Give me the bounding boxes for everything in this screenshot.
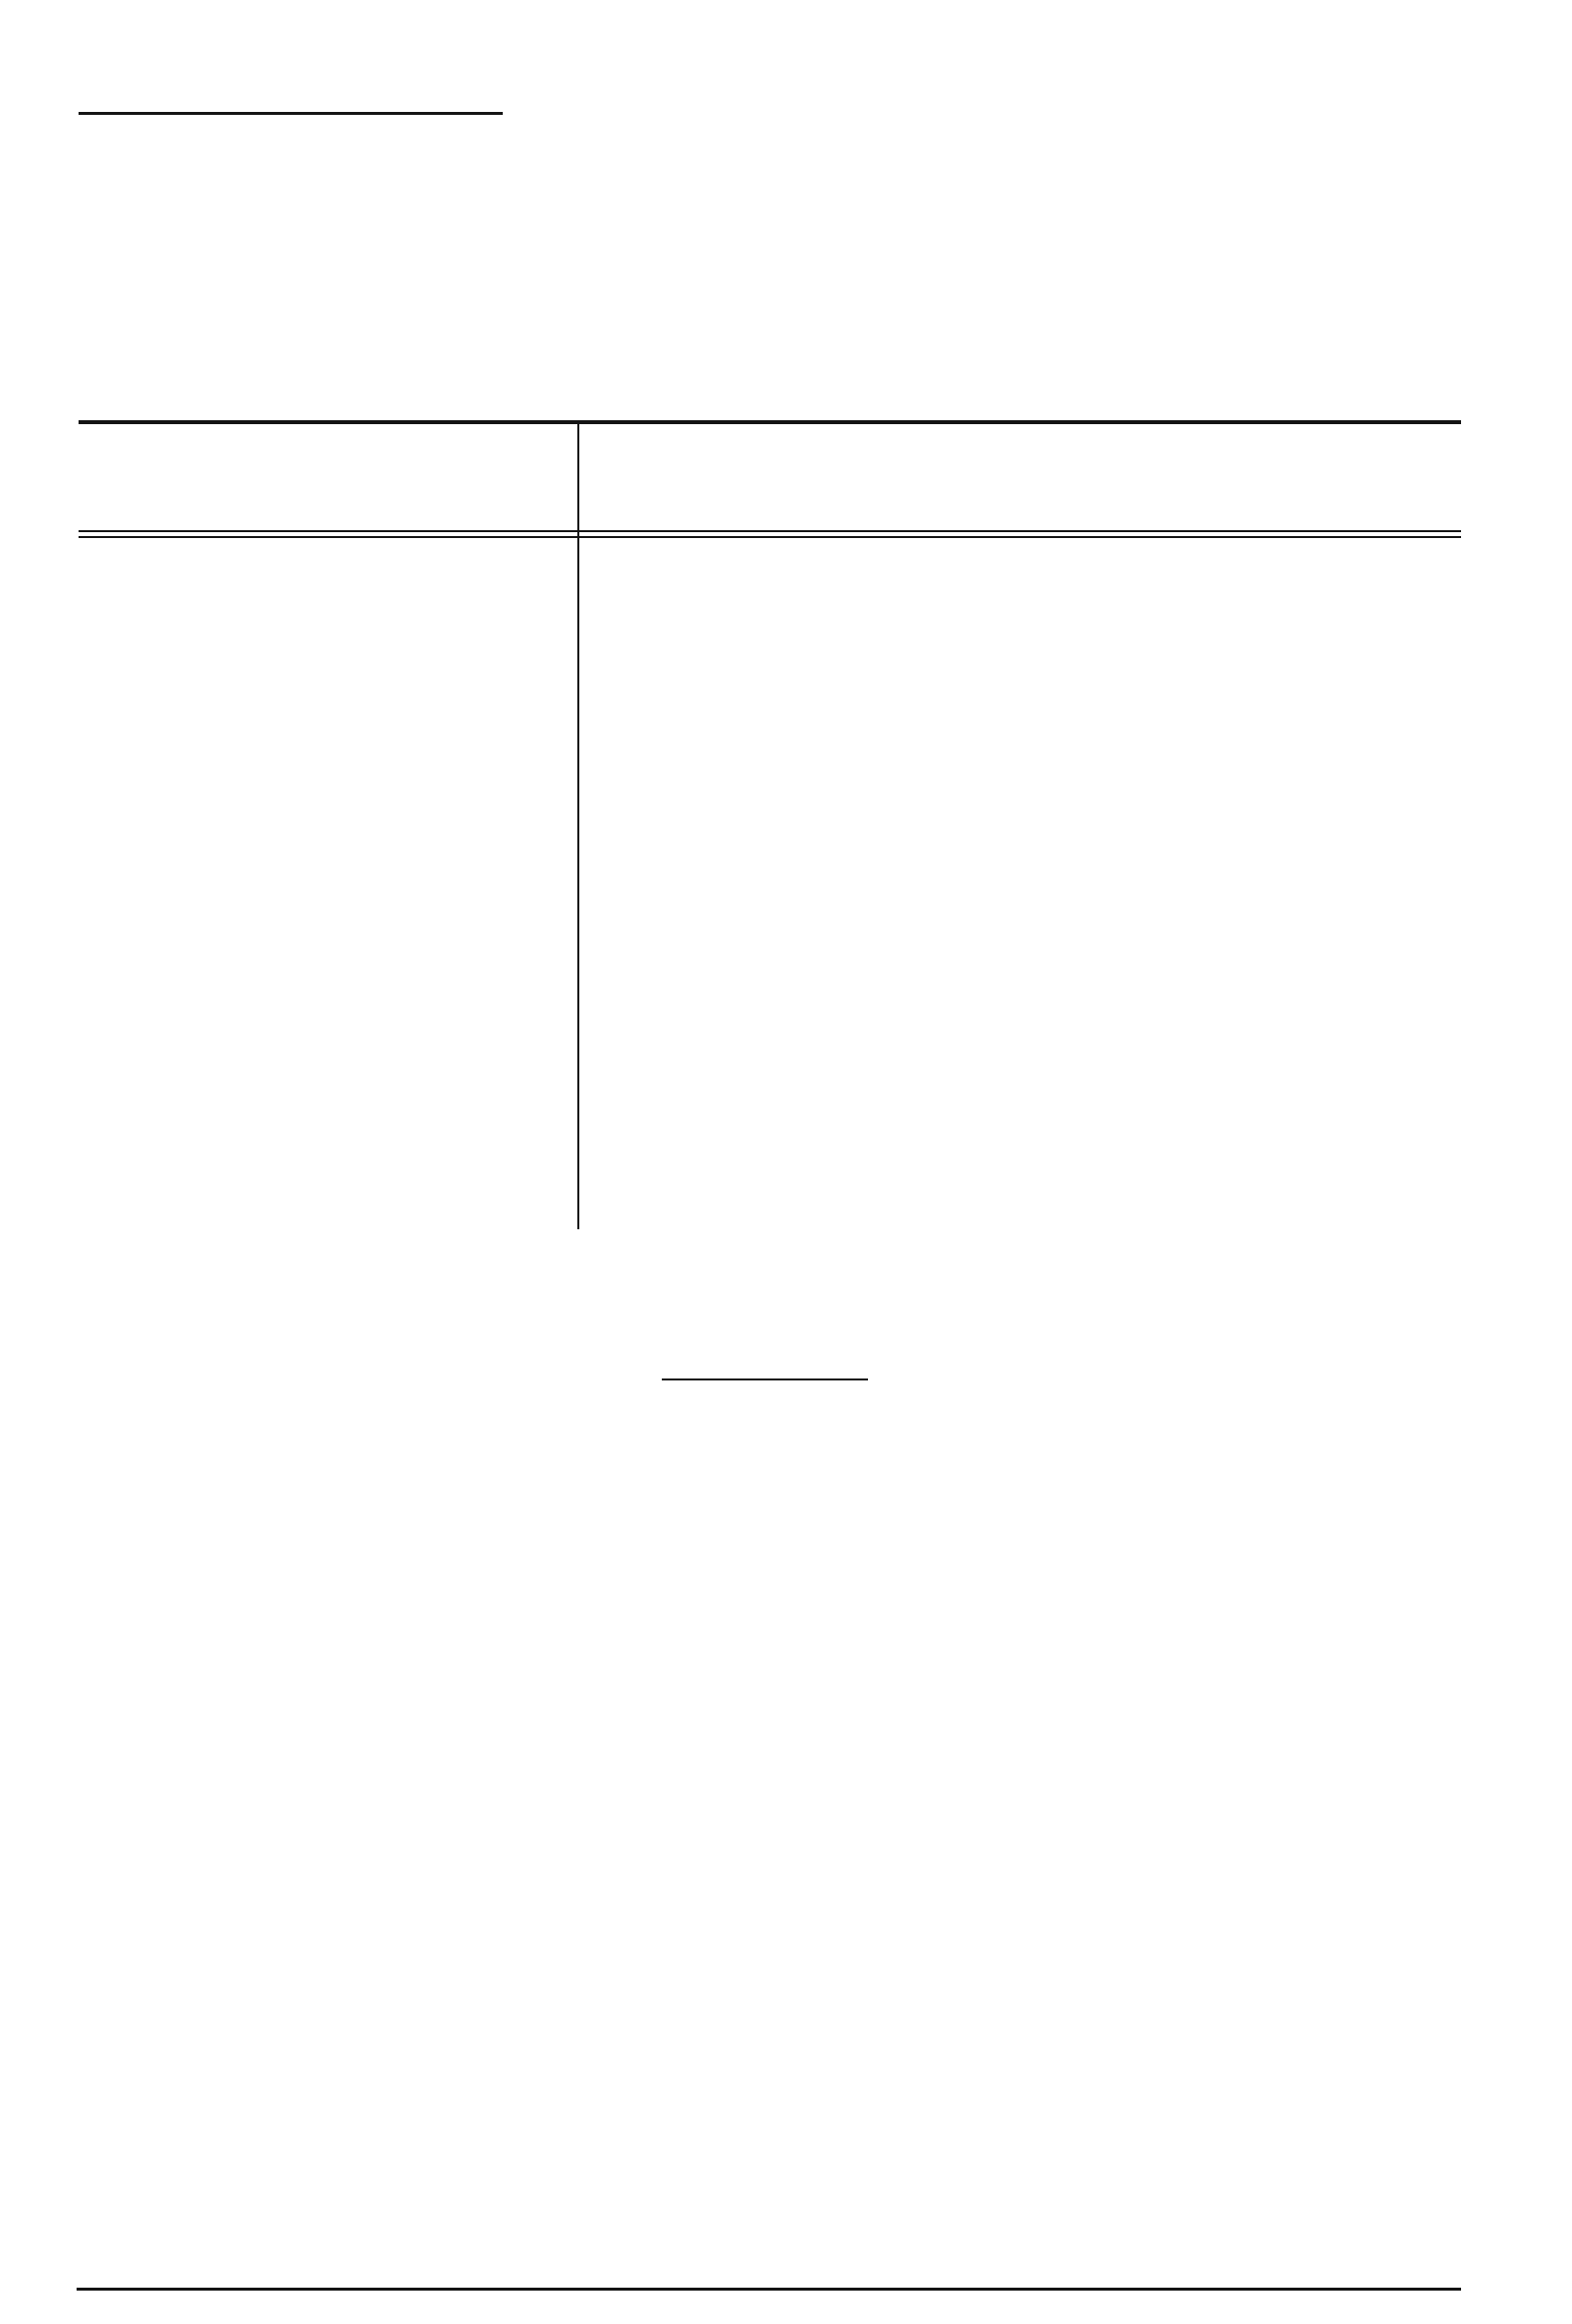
table-header-rule [79, 530, 1461, 532]
table-column-divider [577, 424, 579, 1229]
header-rule [79, 112, 503, 115]
table-header-rule [79, 536, 1461, 538]
separator-rule [662, 1378, 868, 1380]
imprint-rule [77, 2288, 1461, 2291]
table-top-rule [79, 420, 1461, 424]
